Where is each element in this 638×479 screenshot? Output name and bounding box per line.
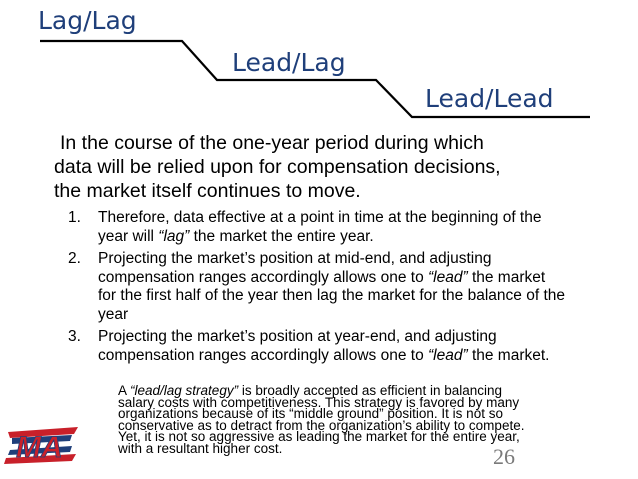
intro-line: data will be relied upon for compensation decisions, [54,156,501,178]
note-text: A [118,383,131,398]
point-text: Projecting the market’s position at mid-end, and adjusting [98,250,492,267]
point-text: Projecting the market’s position at year-end, and adjusting [98,328,497,345]
point-line [98,306,634,325]
point-emphasis: “lead” [428,346,468,364]
note-text: is broadly accepted as efficient in balancing [238,383,502,398]
point-line [98,269,634,288]
point-number: 1. [68,209,81,226]
point-text: year will [98,227,159,245]
numbered-points [68,209,634,369]
note-line: with a resultant higher cost. [118,440,283,456]
note-line: salary costs with competitiveness. This strategy is favored by many [118,394,520,410]
point-emphasis: “lag” [158,227,190,245]
point-line [98,328,634,347]
logo-lettermark: MA [16,431,63,464]
point-line [98,228,634,247]
note-emphasis: “lead/lag strategy” [130,383,239,398]
point-text: for the first half of the year then lag the market for the balance of the [98,287,565,304]
point-line [98,287,634,306]
step-label-lag-lag: Lag/Lag [38,6,137,35]
point-line [98,250,634,269]
point-text: the market the entire year. [189,227,374,245]
strategy-note [118,385,618,455]
point-line [98,347,634,366]
point-line [98,209,634,228]
point-item [68,328,634,365]
point-text: the market. [467,346,550,364]
point-number: 2. [68,250,81,267]
point-number: 3. [68,328,81,345]
point-text: compensation ranges accordingly allows one to [98,346,428,364]
point-text: Therefore, data effective at a point in time at the beginning of the [98,209,542,226]
intro-paragraph [54,131,634,203]
intro-line: the market itself continues to move. [54,180,361,202]
point-text: compensation ranges accordingly allows one to [98,268,428,286]
intro-line: In the course of the one-year period during which [60,132,484,154]
page-number: 26 [493,444,515,469]
point-item [68,250,634,324]
note-line: organizations because of its “middle ground” position. It is not so [118,406,503,422]
organization-logo [2,424,84,472]
point-emphasis: “lead” [428,268,468,286]
point-text: the market [467,268,546,286]
note-line: Yet, it is not so aggressive as leading the market for the entire year, [118,429,520,445]
note-line: conservative as to detract from the organization’s ability to compete. [118,417,525,433]
step-label-lead-lead: Lead/Lead [425,84,554,113]
point-text: year [98,305,129,323]
point-item [68,209,634,246]
step-label-lead-lag: Lead/Lag [232,48,346,77]
